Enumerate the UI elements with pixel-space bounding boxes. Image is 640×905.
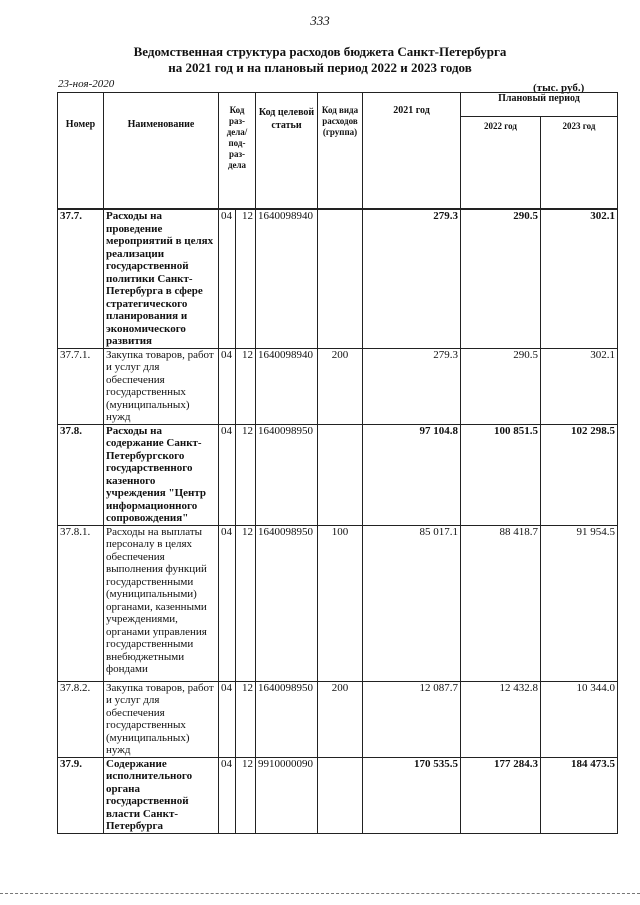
title-line-2: на 2021 год и на плановый период 2022 и 2023 годов <box>168 60 472 75</box>
row-2022: 177 284.3 <box>461 757 541 833</box>
row-target: 1640098940 <box>256 210 318 349</box>
row-section: 04 <box>219 424 236 525</box>
row-target: 1640098950 <box>256 681 318 757</box>
row-name: Расходы на выплаты персоналу в целях обеспечения выполнения функций государственными (муниципальными) органами, казенными учреждениями, органами управления государственными внебюджетными фондами <box>104 525 219 681</box>
row-section: 04 <box>219 525 236 681</box>
row-subsection: 12 <box>236 525 256 681</box>
row-2022: 88 418.7 <box>461 525 541 681</box>
row-2021: 12 087.7 <box>363 681 461 757</box>
header-expense-type: Код вида расходов (группа) <box>318 93 363 209</box>
row-expense-type <box>318 424 363 525</box>
row-number: 37.7. <box>58 210 104 349</box>
row-expense-type: 200 <box>318 681 363 757</box>
row-section: 04 <box>219 681 236 757</box>
row-subsection: 12 <box>236 424 256 525</box>
row-name: Содержание исполнительного органа государственной власти Санкт-Петербурга <box>104 757 219 833</box>
row-subsection: 12 <box>236 210 256 349</box>
row-2023: 91 954.5 <box>541 525 618 681</box>
row-2023: 184 473.5 <box>541 757 618 833</box>
row-target: 1640098940 <box>256 348 318 424</box>
header-2022: 2022 год <box>461 117 541 209</box>
row-section: 04 <box>219 757 236 833</box>
row-section: 04 <box>219 210 236 349</box>
row-subsection: 12 <box>236 757 256 833</box>
row-expense-type <box>318 210 363 349</box>
table-row <box>58 681 618 757</box>
row-2021: 170 535.5 <box>363 757 461 833</box>
row-target: 1640098950 <box>256 525 318 681</box>
row-name: Расходы на содержание Санкт-Петербургского государственного казенного учреждения "Центр информационного сопровождения" <box>104 424 219 525</box>
header-2023: 2023 год <box>541 117 618 209</box>
row-number: 37.7.1. <box>58 348 104 424</box>
row-section: 04 <box>219 348 236 424</box>
row-expense-type: 100 <box>318 525 363 681</box>
row-number: 37.8.2. <box>58 681 104 757</box>
row-2021: 85 017.1 <box>363 525 461 681</box>
row-number: 37.9. <box>58 757 104 833</box>
budget-table <box>57 92 618 834</box>
header-planned-period: Плановый период <box>461 93 618 117</box>
row-2022: 290.5 <box>461 210 541 349</box>
document-date: 23-ноя-2020 <box>58 78 115 90</box>
header-2021: 2021 год <box>363 93 461 209</box>
units-label: (тыс. руб.) <box>533 82 585 94</box>
header-number: Номер <box>58 93 104 209</box>
row-2023: 102 298.5 <box>541 424 618 525</box>
row-expense-type <box>318 757 363 833</box>
footer-divider <box>0 893 640 894</box>
row-number: 37.8. <box>58 424 104 525</box>
row-2022: 100 851.5 <box>461 424 541 525</box>
header-name: Наименование <box>104 93 219 209</box>
row-subsection: 12 <box>236 681 256 757</box>
row-target: 1640098950 <box>256 424 318 525</box>
header-target: Код целевой статьи <box>256 93 318 209</box>
row-2021: 97 104.8 <box>363 424 461 525</box>
row-target: 9910000090 <box>256 757 318 833</box>
row-name: Закупка товаров, работ и услуг для обеспечения государственных (муниципальных) нужд <box>104 348 219 424</box>
document-title <box>0 44 640 76</box>
row-expense-type: 200 <box>318 348 363 424</box>
row-2021: 279.3 <box>363 210 461 349</box>
row-name: Закупка товаров, работ и услуг для обеспечения государственных (муниципальных) нужд <box>104 681 219 757</box>
table-row <box>58 757 618 833</box>
row-2022: 12 432.8 <box>461 681 541 757</box>
row-2021: 279.3 <box>363 348 461 424</box>
table-row <box>58 348 618 424</box>
row-2022: 290.5 <box>461 348 541 424</box>
row-2023: 10 344.0 <box>541 681 618 757</box>
table-row <box>58 525 618 681</box>
row-name: Расходы на проведение мероприятий в целях реализации государственной политики Санкт-Петербурга в сфере стратегического планирования и экономического развития <box>104 210 219 349</box>
row-2023: 302.1 <box>541 348 618 424</box>
row-subsection: 12 <box>236 348 256 424</box>
row-number: 37.8.1. <box>58 525 104 681</box>
row-2023: 302.1 <box>541 210 618 349</box>
page-number: 333 <box>310 13 330 28</box>
table-row <box>58 210 618 349</box>
header-section: Код раз-дела/ под-раз-дела <box>219 93 256 209</box>
table-row <box>58 424 618 525</box>
title-line-1: Ведомственная структура расходов бюджета Санкт-Петербурга <box>133 44 507 59</box>
